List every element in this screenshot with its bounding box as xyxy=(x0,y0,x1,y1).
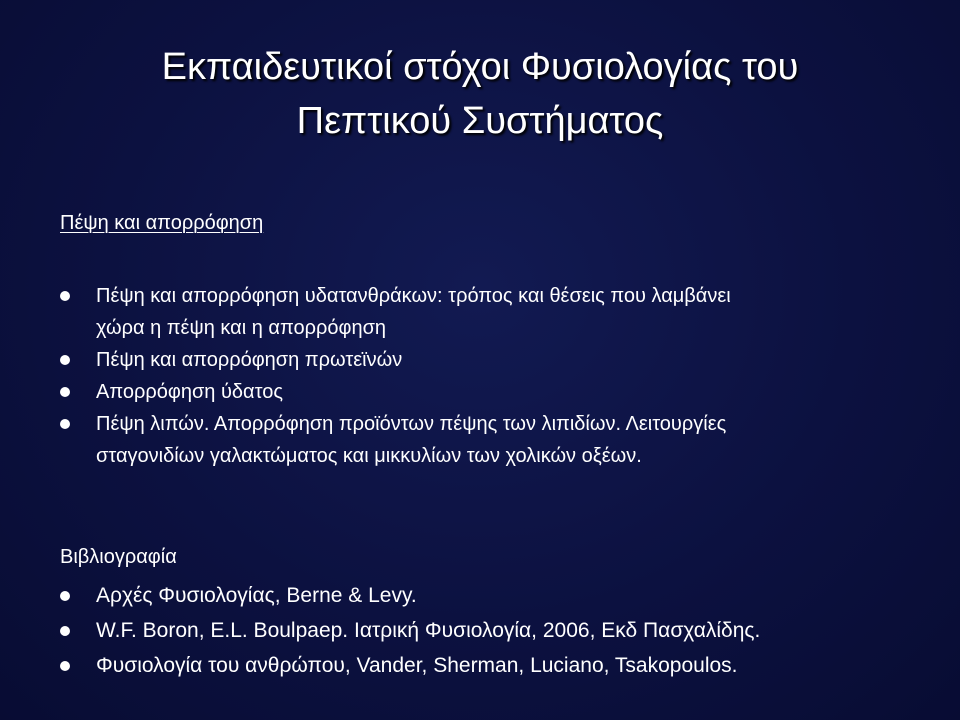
list-item-text: Πέψη λιπών. Απορρόφηση προϊόντων πέψης των λιπιδίων. Λειτουργίες xyxy=(96,413,727,435)
section-heading-digestion: Πέψη και απορρόφηση xyxy=(60,212,264,234)
bibliography-list xyxy=(60,578,760,683)
digestion-objectives-list xyxy=(60,280,731,472)
list-item xyxy=(60,280,731,344)
list-item-text: Πέψη και απορρόφηση πρωτεϊνών xyxy=(96,349,403,371)
bullet-icon xyxy=(60,626,70,636)
list-item-text: W.F. Boron, E.L. Boulpaep. Ιατρική Φυσιολογία, 2006, Εκδ Πασχαλίδης. xyxy=(96,619,761,642)
list-item xyxy=(60,613,760,648)
slide-title-line-1: Εκπαιδευτικοί στόχοι Φυσιολογίας του xyxy=(161,46,799,88)
list-item xyxy=(60,344,731,376)
list-item xyxy=(60,376,731,408)
slide-title xyxy=(0,40,960,148)
section-heading-bibliography: Βιβλιογραφία xyxy=(60,546,177,568)
list-item-text-continued: χώρα η πέψη και η απορρόφηση xyxy=(96,317,387,339)
bullet-icon xyxy=(60,355,70,365)
list-item-text: Φυσιολογία του ανθρώπου, Vander, Sherman, Luciano, Tsakopoulos. xyxy=(96,654,738,677)
list-item xyxy=(60,648,760,683)
list-item xyxy=(60,578,760,613)
bullet-icon xyxy=(60,661,70,671)
list-item-text: Απορρόφηση ύδατος xyxy=(96,381,283,403)
list-item xyxy=(60,408,731,472)
list-item-text-continued: σταγονιδίων γαλακτώματος και μικκυλίων των χολικών οξέων. xyxy=(96,445,642,467)
bullet-icon xyxy=(60,291,70,301)
list-item-text: Αρχές Φυσιολογίας, Berne & Levy. xyxy=(96,584,417,607)
slide-title-line-2: Πεπτικού Συστήματος xyxy=(296,100,664,142)
bullet-icon xyxy=(60,387,70,397)
bullet-icon xyxy=(60,591,70,601)
bullet-icon xyxy=(60,419,70,429)
list-item-text: Πέψη και απορρόφηση υδατανθράκων: τρόπος και θέσεις που λαμβάνει xyxy=(96,285,731,307)
